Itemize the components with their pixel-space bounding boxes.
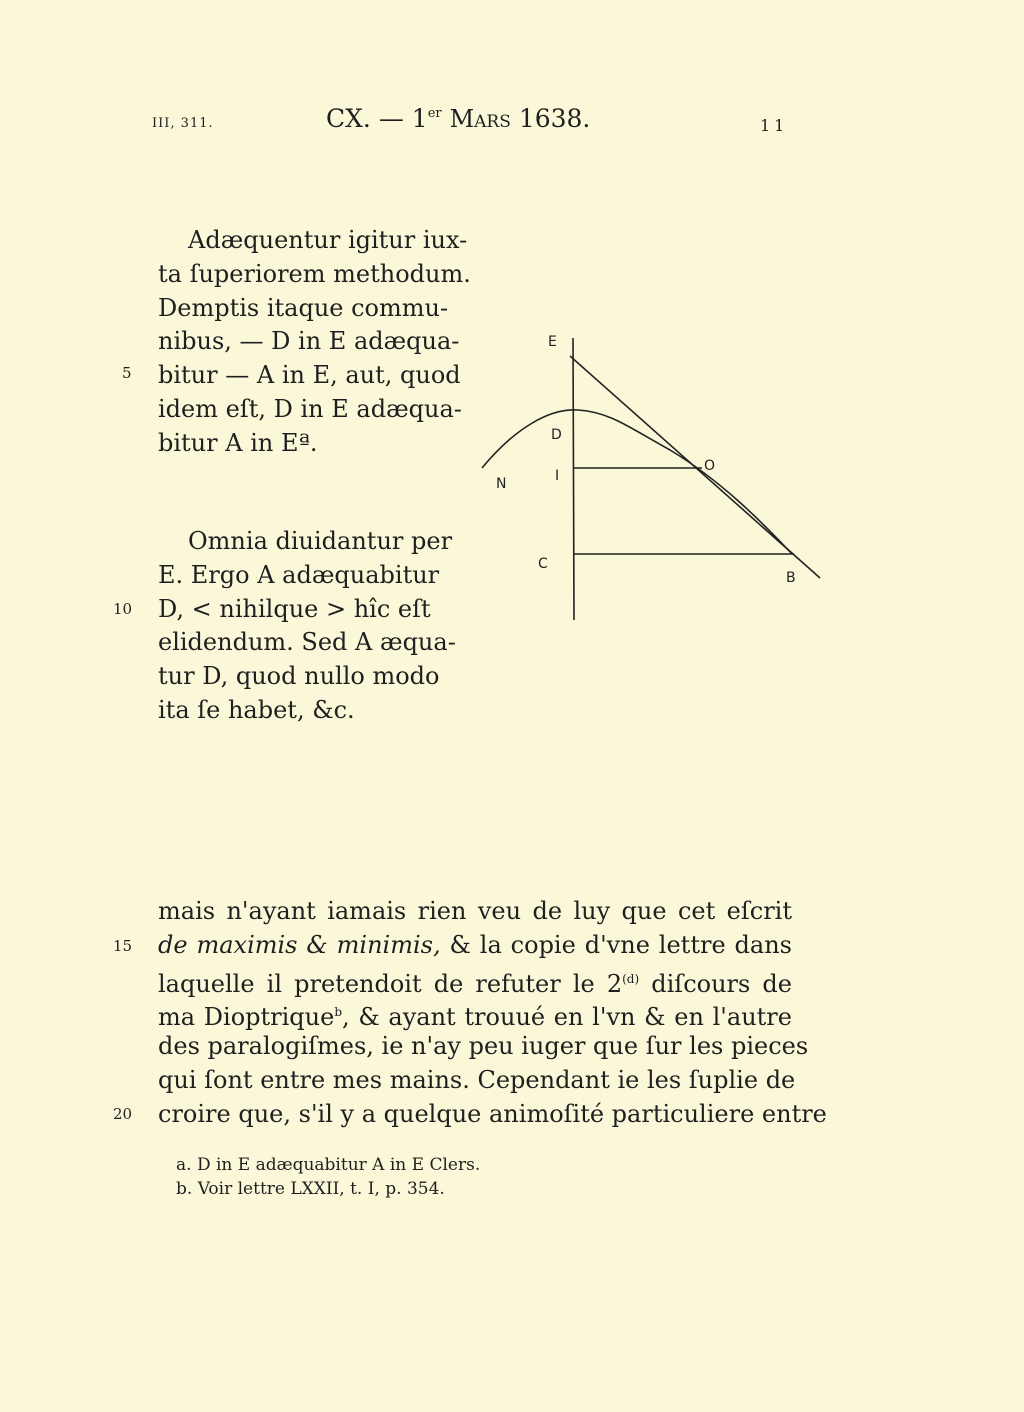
vertical-axis — [573, 338, 574, 620]
text-line: ita ſe habet, &c. — [158, 695, 355, 724]
date-day-suffix: er — [427, 106, 442, 121]
label-b: B — [786, 570, 796, 586]
text-segment: laquelle il pretendoit de refuter le 2 — [158, 969, 623, 998]
volume-reference: III, 311. — [152, 116, 214, 131]
text-line — [158, 929, 792, 963]
text-line: bitur — A in E, aut, quod — [158, 361, 461, 390]
text-line — [158, 963, 792, 997]
label-i: I — [555, 468, 560, 484]
text-line: Demptis itaque commu- — [158, 293, 449, 322]
date-month: Mars — [449, 105, 511, 133]
text-line: idem eſt, D in E adæqua- — [158, 394, 462, 423]
footnote-text: D in E adæquabitur A in E Clers. — [196, 1155, 481, 1175]
note-reference-d: (d) — [622, 971, 640, 986]
text-line: qui ſont entre mes mains. Cependant ie les ſuplie de — [158, 1065, 796, 1094]
text-line: ta ſuperiorem methodum. — [158, 259, 471, 288]
footnote-mark: a. — [176, 1155, 192, 1175]
tangent-line — [570, 356, 820, 578]
footnotes — [176, 1153, 480, 1201]
label-c: C — [538, 556, 548, 572]
latin-paragraph-1 — [158, 224, 471, 461]
page-title — [326, 104, 590, 133]
text-line: mais n'ayant iamais rien veu de luy que cet eſcrit — [158, 897, 792, 925]
text-line: Omnia diuidantur per — [188, 527, 453, 555]
text-line: bitur A in Eª. — [158, 428, 318, 457]
label-n: N — [496, 476, 507, 492]
letter-number: CX. — — [326, 104, 404, 133]
text-line: croire que, s'il y a quelque animoſité particuliere entre — [158, 1099, 827, 1128]
text-line: nibus, — D in E adæqua- — [158, 327, 460, 356]
text-line: Adæquentur igitur iux- — [188, 226, 468, 254]
text-line: elidendum. Sed A æqua- — [158, 628, 456, 657]
line-number-15: 15 — [113, 937, 133, 955]
date-day: 1 — [411, 104, 428, 133]
page-number: 11 — [760, 116, 789, 135]
geometric-figure — [470, 320, 830, 630]
text-line: E. Ergo A adæquabitur — [158, 560, 440, 589]
french-paragraph — [158, 895, 827, 1132]
text-segment: , & ayant trouué en l'vn & en l'autre — [342, 1003, 792, 1032]
footnote-mark: b. — [176, 1179, 193, 1199]
label-o: O — [704, 458, 716, 474]
text-line: des paralogiſmes, ie n'ay peu iuger que ſur les pieces — [158, 1032, 809, 1061]
text-line: tur D, quod nullo modo — [158, 662, 440, 691]
text-segment: & la copie d'vne lettre dans — [440, 930, 792, 959]
footnote-text: Voir lettre LXXII, t. I, p. 354. — [197, 1179, 445, 1199]
label-e: E — [548, 334, 557, 350]
label-d: D — [551, 427, 562, 443]
line-number-5: 5 — [122, 364, 132, 382]
latin-paragraph-2 — [158, 525, 456, 728]
note-reference-b: b — [334, 1005, 343, 1020]
footnote-a — [176, 1153, 480, 1177]
text-segment: ma Dioptrique — [158, 1003, 335, 1032]
text-segment: diſcours de — [639, 969, 792, 998]
line-number-20: 20 — [113, 1105, 133, 1123]
footnote-b — [176, 1177, 480, 1201]
line-number-10: 10 — [113, 600, 133, 618]
italic-title: de maximis & minimis, — [158, 930, 441, 959]
date-year: 1638. — [518, 104, 591, 133]
curve-arc — [482, 410, 792, 554]
text-line — [158, 996, 792, 1030]
text-line: D, < nihilque > hîc eſt — [158, 594, 431, 623]
